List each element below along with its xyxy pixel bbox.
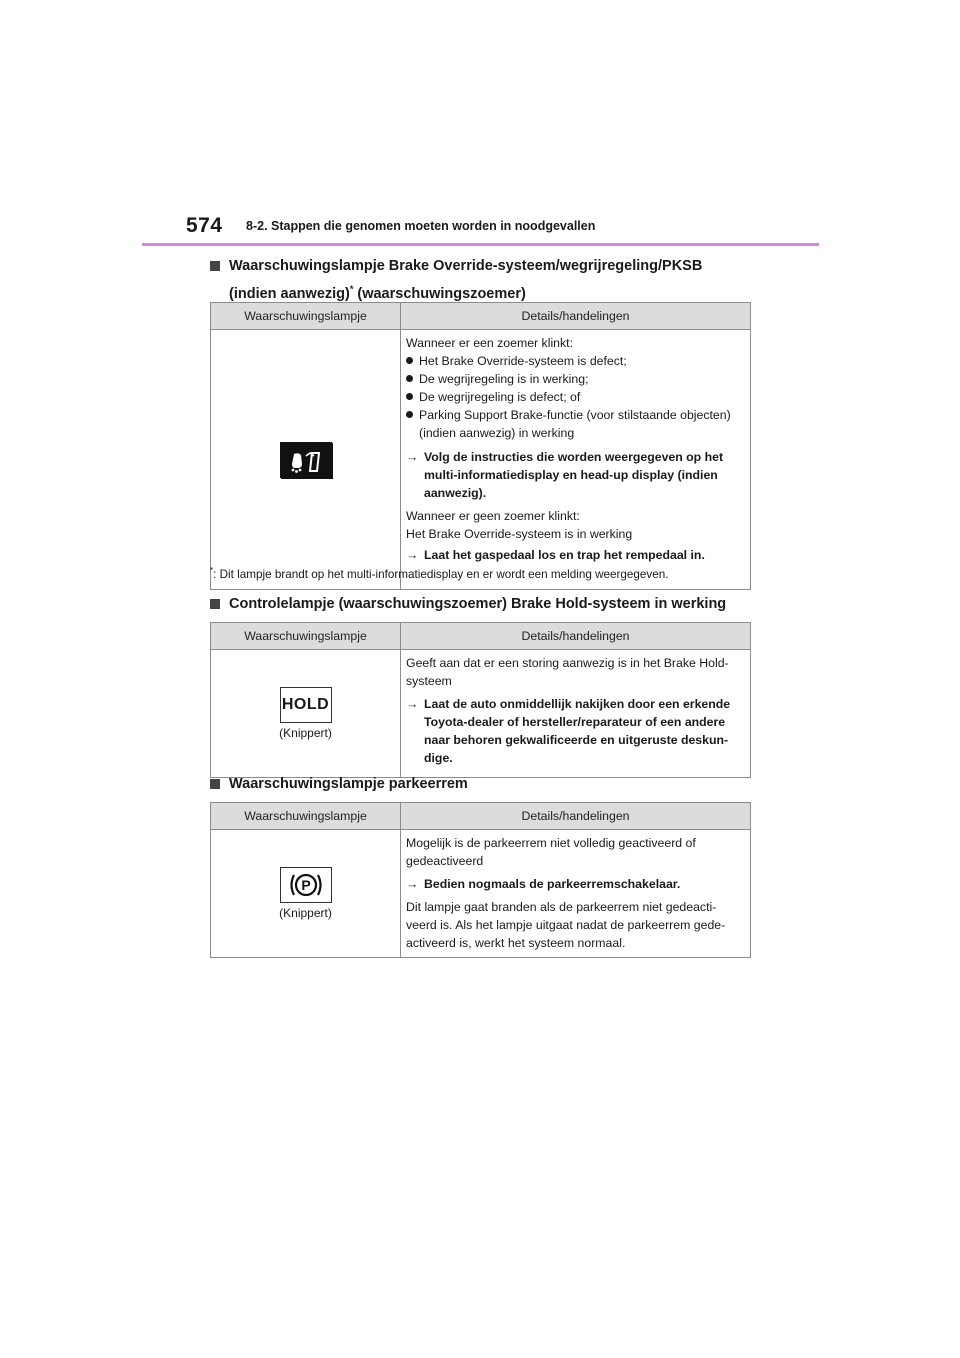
list-item: De wegrijregeling is defect; of <box>406 388 745 406</box>
running-header: 8-2. Stappen die genomen moeten worden in noodgevallen <box>246 219 596 233</box>
column-header-lamp: Waarschuwingslampje <box>211 623 401 650</box>
condition-text: Het Brake Override-systeem is in werking <box>406 527 633 541</box>
column-header-lamp: Waarschuwingslampje <box>211 303 401 330</box>
column-header-details: Details/handelingen <box>401 303 751 330</box>
heading-text: Waarschuwingslampje parkeerrem <box>229 776 468 792</box>
arrow-icon: → <box>406 548 419 562</box>
parking-brake-letter: P <box>300 877 311 893</box>
column-header-details: Details/handelingen <box>401 803 751 830</box>
condition-text: Dit lampje gaat branden als de parkeerrem niet gedeacti-veerd is. Als het lampje uitgaat nadat de parkeerrem gede-activeerd is, werkt het systeem normaal. <box>406 900 726 950</box>
action-instruction: → Laat de auto onmiddellijk nakijken door een erkende Toyota-dealer of hersteller/reparateur of een andere naar behoren gekwalificeerde en uitgeruste deskun-dige. <box>406 697 731 765</box>
list-item: De wegrijregeling is in werking; <box>406 370 745 388</box>
arrow-icon: → <box>406 877 419 891</box>
bullet-dot-icon <box>406 357 413 364</box>
footnote: *: Dit lampje brandt op het multi-informatiedisplay en er wordt een melding weergegeven. <box>210 566 669 581</box>
arrow-icon: → <box>406 450 419 464</box>
section-heading-brake-hold <box>210 593 726 616</box>
action-instruction: → Bedien nogmaals de parkeerremschakelaar. <box>406 877 681 891</box>
brake-hold-icon <box>280 687 332 723</box>
heading-line-2: (indien aanwezig)* (waarschuwingszoemer) <box>229 284 526 302</box>
icon-cell <box>211 330 401 590</box>
action-instruction: → Volg de instructies die worden weergegeven op het multi-informatiedisplay en head-up display (indien aanwezig). <box>406 450 724 500</box>
footnote-marker: * <box>349 284 354 294</box>
condition-text: Wanneer er geen zoemer klinkt: <box>406 509 580 523</box>
section-heading-parking-brake <box>210 773 468 796</box>
details-cell <box>401 330 751 590</box>
list-item: Parking Support Brake-functie (voor stilstaande objecten) (indien aanwezig) in werking <box>406 406 745 442</box>
details-cell <box>401 650 751 778</box>
square-bullet-icon <box>210 779 220 789</box>
condition-text: Wanneer er een zoemer klinkt: <box>406 336 573 350</box>
section-heading-brake-override <box>210 255 702 306</box>
bullet-dot-icon <box>406 375 413 382</box>
bullet-dot-icon <box>406 411 413 418</box>
condition-text: Geeft aan dat er een storing aanwezig is in het Brake Hold-systeem <box>406 656 729 688</box>
icon-caption: (Knippert) <box>279 906 332 920</box>
action-instruction: → Laat het gaspedaal los en trap het rempedaal in. <box>406 548 705 562</box>
warning-table-brake-hold <box>210 622 751 778</box>
icon-cell <box>211 830 401 958</box>
icon-caption: (Knippert) <box>279 726 332 740</box>
parking-brake-icon <box>280 867 332 903</box>
header-rule <box>142 243 819 246</box>
hold-icon-text: HOLD <box>281 696 330 713</box>
page-number: 574 <box>186 214 223 237</box>
condition-text: Mogelijk is de parkeerrem niet volledig geactiveerd of gedeactiveerd <box>406 836 696 868</box>
brake-override-warning-icon <box>280 442 332 478</box>
icon-cell <box>211 650 401 778</box>
heading-line-1: Waarschuwingslampje Brake Override-systeem/wegrijregeling/PKSB <box>229 258 703 274</box>
square-bullet-icon <box>210 261 220 271</box>
column-header-details: Details/handelingen <box>401 623 751 650</box>
details-cell <box>401 830 751 958</box>
arrow-icon: → <box>406 697 419 711</box>
list-item: Het Brake Override-systeem is defect; <box>406 352 745 370</box>
heading-text: Controlelampje (waarschuwingszoemer) Brake Hold-systeem in werking <box>229 596 727 612</box>
bullet-dot-icon <box>406 393 413 400</box>
warning-table-brake-override <box>210 302 751 590</box>
warning-table-parking-brake <box>210 802 751 958</box>
column-header-lamp: Waarschuwingslampje <box>211 803 401 830</box>
square-bullet-icon <box>210 599 220 609</box>
